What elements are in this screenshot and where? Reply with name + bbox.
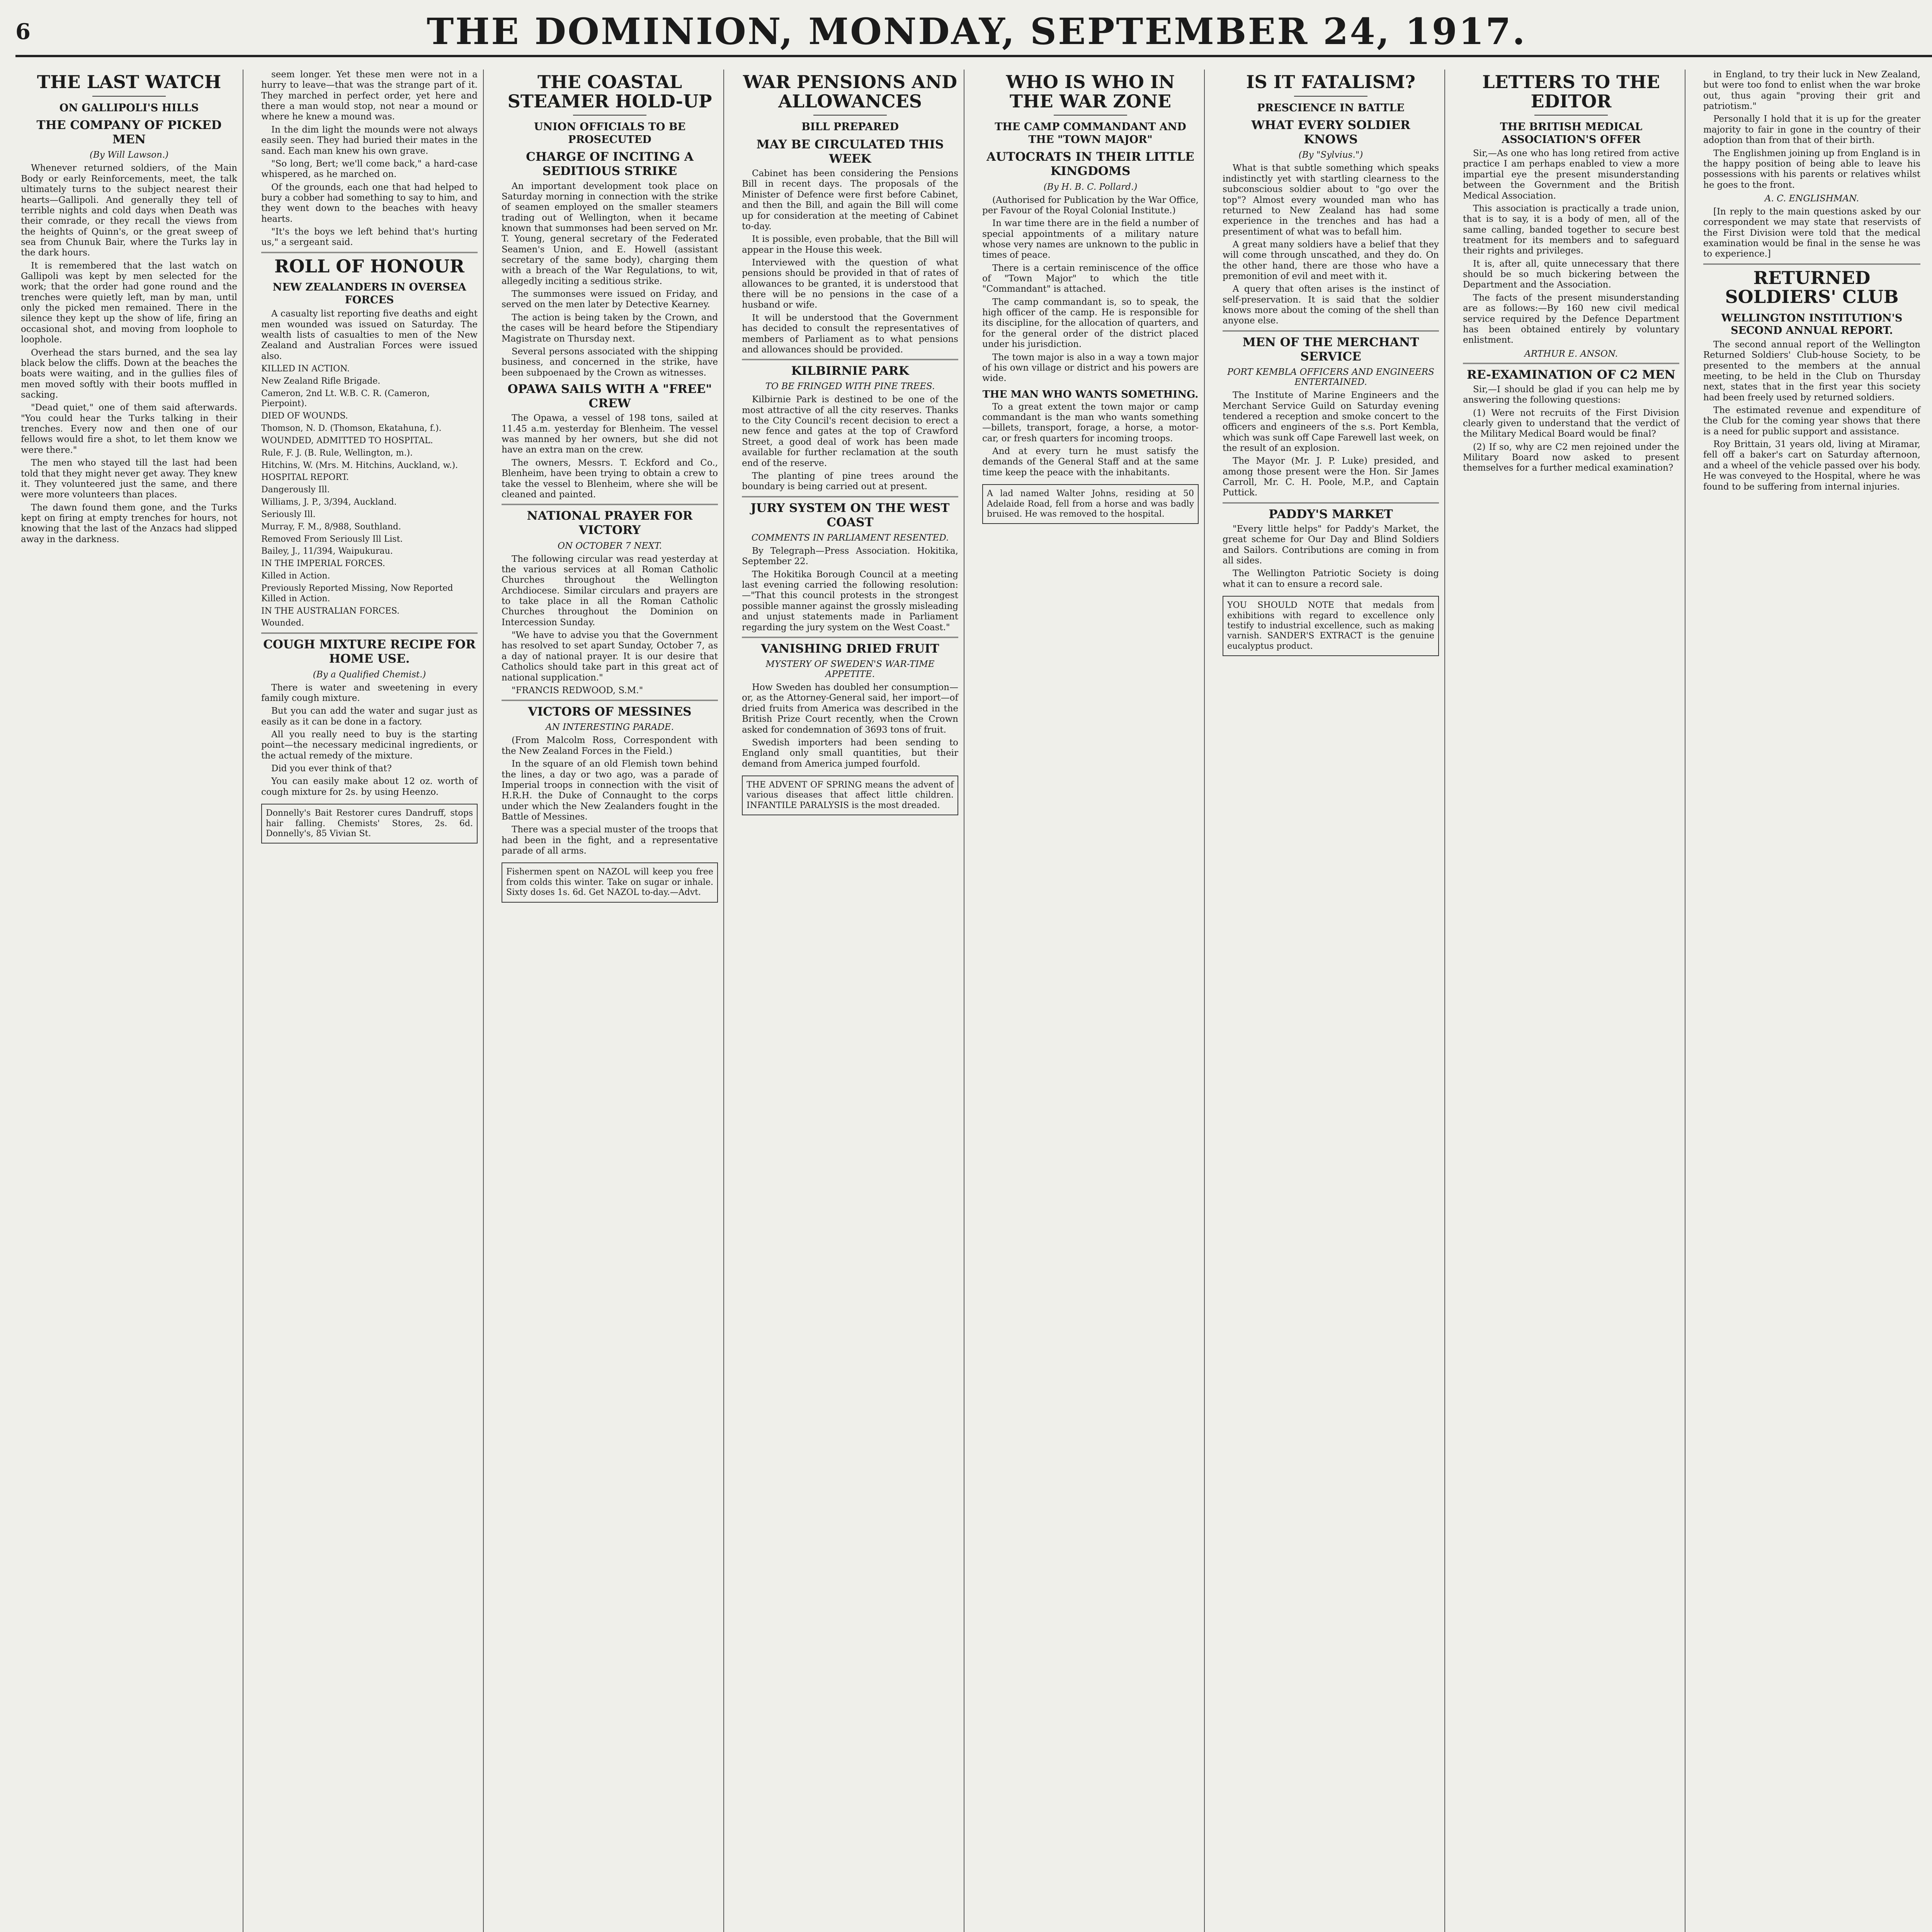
paragraph: How Sweden has doubled her consumption—or, as the Attorney-General said, her import—of dried fruits from America was described in the British Prize Court recently, when the Crown asked for condemnation of 3693 tons of fruit. — [742, 682, 958, 735]
column-2 — [256, 70, 484, 1932]
byline: AN INTERESTING PARADE. — [546, 722, 674, 733]
byline: PORT KEMBLA OFFICERS AND ENGINEERS ENTERTAINED. — [1227, 367, 1434, 388]
divider — [742, 359, 958, 360]
paragraph: There was a special muster of the troops that had been in the fight, and a representative parade of all arms. — [502, 825, 718, 856]
paper-title: THE DOMINION, MONDAY, SEPTEMBER 24, 1917. — [427, 10, 1527, 53]
article-subheading: CHARGE OF INCITING A SEDITIOUS STRIKE — [526, 150, 694, 179]
paragraph: "We have to advise you that the Government has resolved to set apart Sunday, October 7, as a day of national prayer. It is our desire that Catholics should take part in this great act of national supplication." — [502, 630, 718, 683]
byline: (By "Sylvius.") — [1298, 150, 1363, 160]
advertisement — [261, 804, 478, 844]
article-heading: ROLL OF HONOUR — [274, 255, 464, 277]
article-subheading: THE CAMP COMMANDANT AND THE "TOWN MAJOR" — [995, 121, 1186, 146]
advert-text: Donnelly's Bait Restorer cures Dandruff, stops hair falling. Chemists' Stores, 2s. 6d. Donnelly's, 85 Vivian St. — [266, 808, 473, 838]
divider — [742, 496, 958, 497]
divider — [261, 252, 478, 253]
masthead — [15, 9, 1932, 57]
paragraph: (1) Were not recruits of the First Division clearly given to understand that the verdict of the Military Medical Board would be final? — [1463, 408, 1679, 439]
paragraph: Several persons associated with the shipping business, and concerned in the strike, have been subpoenaed by the Crown as witnesses. — [502, 346, 718, 378]
paragraph: Interviewed with the question of what pensions should be provided in that of rates of allowances to be granted, it is understood that there will be no pensions in the case of a husband or wife. — [742, 257, 958, 310]
paragraph: In the square of an old Flemish town behind the lines, a day or two ago, was a parade of Imperial troops in connection with the visit of H.R.H. the Duke of Connaught to the corps under which the New Zealanders fought in the Battle of Messines. — [502, 759, 718, 822]
advert-text: YOU SHOULD NOTE that medals from exhibitions with regard to excellence only testify to industrial excellence, such as making varnish. SANDER'S EXTRACT is the genuine eucalyptus product. — [1227, 600, 1434, 651]
article-heading: THE COASTAL STEAMER HOLD-UP — [507, 71, 712, 112]
column-3 — [496, 70, 724, 1932]
paragraph: The Englishmen joining up from England is in the happy position of being able to leave his possessions with his parents or relatives whilst he goes to the front. — [1703, 148, 1920, 190]
paragraph: It is, after all, quite unnecessary that there should be so much bickering between the Department and the Association. — [1463, 259, 1679, 290]
page-number: 6 — [15, 19, 31, 44]
paragraph: The second annual report of the Wellington Returned Soldiers' Club-house Society, to be presented to the members at the annual meeting, to be held in the Club on Thursday next, states that in the first year this society had been freely used by returned soldiers. — [1703, 339, 1920, 403]
article-heading: WHO IS WHO IN THE WAR ZONE — [1006, 71, 1175, 112]
paragraph: The dawn found them gone, and the Turks kept on firing at empty trenches for hours, not knowing that the last of the Anzacs had slipped away in the darkness. — [21, 502, 237, 544]
paragraph: This association is practically a trade union, that is to say, it is a body of men, all of the same calling, banded together to secure best treatment for its members and to safeguard their rights and privileges. — [1463, 203, 1679, 256]
article-subheading: BILL PREPARED — [801, 121, 899, 133]
signature: A. C. ENGLISHMAN. — [1764, 193, 1859, 204]
paragraph: [In reply to the main questions asked by our correspondent we may state that reservists of the First Division were told that the medical examination would be final in the sense he was to experience.] — [1703, 206, 1920, 259]
paragraph: In the dim light the mounds were not always easily seen. They had buried their mates in the sand. Each man knew his own grave. — [261, 124, 478, 156]
divider — [1703, 264, 1920, 265]
list-item: Wounded. — [261, 618, 304, 628]
column-1 — [15, 70, 243, 1932]
byline: ON OCTOBER 7 NEXT. — [558, 541, 662, 551]
divider — [573, 115, 646, 116]
article-heading: WAR PENSIONS AND ALLOWANCES — [743, 71, 957, 112]
list-item: IN THE AUSTRALIAN FORCES. — [261, 606, 400, 616]
paragraph: Swedish importers had been sending to England only small quantities, but their demand from America jumped fourfold. — [742, 737, 958, 769]
list-item: KILLED IN ACTION. — [261, 364, 350, 374]
paragraph: The Wellington Patriotic Society is doing what it can to ensure a record sale. — [1223, 568, 1439, 589]
article-subheading: AUTOCRATS IN THEIR LITTLE KINGDOMS — [986, 150, 1194, 179]
divider — [1294, 96, 1367, 97]
paragraph: seem longer. Yet these men were not in a hurry to leave—that was the strange part of it. They marched in perfect order, yet here and there a man would stop, not near a mound or where he knew a mound was. — [261, 70, 478, 122]
paragraph: (From Malcolm Ross, Correspondent with the New Zealand Forces in the Field.) — [502, 735, 718, 756]
list-item: Dangerously Ill. — [261, 485, 330, 495]
paragraph: A query that often arises is the instinct of self-preservation. It is said that the soldier knows more about the coming of the shell than anyone else. — [1223, 284, 1439, 326]
article-subheading: MEN OF THE MERCHANT SERVICE — [1242, 335, 1419, 364]
article-subheading: VANISHING DRIED FRUIT — [761, 641, 939, 656]
paragraph: The Mayor (Mr. J. P. Luke) presided, and among those present were the Hon. Sir James Carroll, Mr. C. H. Poole, M.P., and Captain Puttick. — [1223, 456, 1439, 498]
paragraph: Roy Brittain, 31 years old, living at Miramar, fell off a baker's cart on Saturday afternoon, and a wheel of the vehicle passed over his body. He was conveyed to the Hospital, where he was found to be suffering from internal injuries. — [1703, 439, 1920, 492]
advert-text: THE ADVENT OF SPRING means the advent of various diseases that affect little children. INFANTILE PARALYSIS is the most dreaded. — [747, 780, 954, 810]
article-subheading: WELLINGTON INSTITUTION'S SECOND ANNUAL REPORT. — [1721, 312, 1903, 337]
article-heading: RETURNED SOLDIERS' CLUB — [1725, 267, 1899, 308]
paragraph: Personally I hold that it is up for the greater majority to fair in gone in the country of their adoption than from that of their birth. — [1703, 114, 1920, 146]
list-item: Bailey, J., 11/394, Waipukurau. — [261, 546, 393, 556]
article-subheading: NEW ZEALANDERS IN OVERSEA FORCES — [272, 281, 466, 306]
advertisement — [502, 862, 718, 902]
paragraph: There is water and sweetening in every family cough mixture. — [261, 682, 478, 703]
paragraph: Cabinet has been considering the Pensions Bill in recent days. The proposals of the Minister of Defence were first before Cabinet, and then the Bill, and again the Bill will come up for consideration at the meeting of Cabinet to-day. — [742, 168, 958, 231]
paragraph: Overhead the stars burned, and the sea lay black below the cliffs. Down at the beaches the boats were waiting, and in the gullies files of men moved softly with their boots muffled in sacking. — [21, 347, 237, 400]
paragraph: "So long, Bert; we'll come back," a hard-case whispered, as he marched on. — [261, 158, 478, 180]
paragraph: The planting of pine trees around the boundary is being carried out at present. — [742, 471, 958, 492]
article-subheading: PRESCIENCE IN BATTLE — [1257, 102, 1405, 114]
paragraph: Kilbirnie Park is destined to be one of the most attractive of all the city reserves. Thanks to the City Council's recent decision to erect a new fence and gates at the top of Crawford Street, a good deal of work has been made available for further reclamation at the south end of the reserve. — [742, 395, 958, 468]
paragraph: Sir,—I should be glad if you can help me by answering the following questions: — [1463, 384, 1679, 405]
divider — [742, 637, 958, 638]
list-item: Previously Reported Missing, Now Reported Killed in Action. — [261, 583, 453, 604]
list-item: Killed in Action. — [261, 571, 330, 581]
paragraph: The estimated revenue and expenditure of the Club for the coming year shows that there is a need for public support and assistance. — [1703, 405, 1920, 437]
list-item: Thomson, N. D. (Thomson, Ekatahuna, f.). — [261, 423, 442, 434]
byline: (By a Qualified Chemist.) — [313, 669, 426, 680]
paragraph: Sir,—As one who has long retired from active practice I am perhaps enabled to view a more impartial eye the present misunderstanding between the Government and the British Medical Association. — [1463, 148, 1679, 201]
byline: (By H. B. C. Pollard.) — [1043, 182, 1138, 192]
paragraph: "Dead quiet," one of them said afterwards. "You could hear the Turks talking in their trenches. Every now and then one of our fellows would fire a shot, to let them know we were there." — [21, 403, 237, 455]
column-7 — [1458, 70, 1685, 1932]
article-subheading: THE COMPANY OF PICKED MEN — [36, 118, 222, 147]
paragraph: The town major is also in a way a town major of his own village or district and his powers are wide. — [982, 352, 1199, 384]
divider — [1223, 502, 1439, 503]
section-subhead: THE MAN WHO WANTS SOMETHING. — [982, 388, 1199, 400]
signature: ARTHUR E. ANSON. — [1524, 349, 1618, 359]
divider — [1054, 115, 1127, 116]
paragraph: "Every little helps" for Paddy's Market, the great scheme for Our Day and Blind Soldiers and Sailors. Contributions are coming in from all sides. — [1223, 524, 1439, 566]
article-subheading: RE-EXAMINATION OF C2 MEN — [1467, 367, 1675, 382]
paragraph: What is that subtle something which speaks indistinctly yet with startling clearness to the subconscious soldier about to "go over the top"? Almost every wounded man who has returned to New Zealand has had some experience in the trenches and has had a presentiment of what was to befall him. — [1223, 163, 1439, 237]
advert-text: A lad named Walter Johns, residing at 50 Adelaide Road, fell from a horse and was badly bruised. He was removed to the hospital. — [987, 489, 1194, 519]
list-item: Murray, F. M., 8/988, Southland. — [261, 522, 401, 532]
paragraph: The Opawa, a vessel of 198 tons, sailed at 11.45 a.m. yesterday for Blenheim. The vessel was manned by her owners, but she did not have an extra man on the crew. — [502, 413, 718, 455]
article-subheading: KILBIRNIE PARK — [791, 364, 909, 378]
article-subheading: OPAWA SAILS WITH A "FREE" CREW — [507, 382, 712, 411]
paragraph: The Hokitika Borough Council at a meeting last evening carried the following resolution:—"That this council protests in the strongest possible manner against the grossly misleading and unjust statements made in Parliament regarding the jury system on the West Coast." — [742, 569, 958, 633]
paragraph: And at every turn he must satisfy the demands of the General Staff and at the same time keep the peace with the inhabitants. — [982, 446, 1199, 478]
article-subheading: MAY BE CIRCULATED THIS WEEK — [756, 137, 944, 166]
paragraph: But you can add the water and sugar just as easily as it can be done in a factory. — [261, 706, 478, 727]
list-item: Hitchins, W. (Mrs. M. Hitchins, Auckland, w.). — [261, 460, 458, 470]
paragraph: All you really need to buy is the starting point—the necessary medicinal ingredients, or the actual remedy of the mixture. — [261, 730, 478, 761]
paragraph: It is remembered that the last watch on Gallipoli was kept by men selected for the work; that the order had gone round and the trenches were quietly left, man by man, until only the picked men remained. There in the silence they kept up the show of life, firing an occasional shot, and moving from loophole to loophole. — [21, 260, 237, 345]
paragraph: A great many soldiers have a belief that they will come through unscathed, and they do. On the other hand, there are those who have a premonition of evil and meet with it. — [1223, 239, 1439, 282]
paragraph: The facts of the present misunderstanding are as follows:—By 160 new civil medical service required by the Defence Department has been obtained entirely by voluntary enlistment. — [1463, 293, 1679, 345]
article-subheading: ON GALLIPOLI'S HILLS — [59, 102, 199, 114]
list-item: Removed From Seriously Ill List. — [261, 534, 403, 544]
list-item: Williams, J. P., 3/394, Auckland. — [261, 497, 397, 507]
divider — [1463, 363, 1679, 364]
article-subheading: JURY SYSTEM ON THE WEST COAST — [750, 501, 950, 529]
divider — [261, 633, 478, 634]
advertisement — [742, 776, 958, 815]
article-subheading: THE BRITISH MEDICAL ASSOCIATION'S OFFER — [1500, 121, 1643, 146]
article-subheading: COUGH MIXTURE RECIPE FOR HOME USE. — [263, 638, 476, 666]
paragraph: The owners, Messrs. T. Eckford and Co., Blenheim, have been trying to obtain a crew to take the vessel to Blenheim, where she will be cleaned and painted. — [502, 457, 718, 500]
paragraph: The men who stayed till the last had been told that they might never get away. They knew it. They volunteered just the same, and there were more volunteers than places. — [21, 458, 237, 500]
divider — [1223, 330, 1439, 332]
paragraph: The summonses were issued on Friday, and served on the men later by Detective Kearney. — [502, 289, 718, 310]
byline: MYSTERY OF SWEDEN'S WAR-TIME APPETITE. — [765, 659, 935, 680]
paragraph: (2) If so, why are C2 men rejoined under the Military Board now asked to present themselves for a further medical examination? — [1463, 442, 1679, 473]
paragraph: Whenever returned soldiers, of the Main Body or early Reinforcements, meet, the talk ultimately turns to the subject nearest their hearts—Gallipoli. And generally they tell of terrible nights and cold days when Death was their comrade, or they recall the views from the heights of Quinn's, or the great sweep of sea from Chunuk Bair, where the Turks lay in the dark hours. — [21, 163, 237, 258]
paragraph: "It's the boys we left behind that's hurting us," a sergeant said. — [261, 227, 478, 248]
list-item: New Zealand Rifle Brigade. — [261, 376, 381, 386]
column-8 — [1698, 70, 1926, 1932]
list-item: Rule, F. J. (B. Rule, Wellington, m.). — [261, 448, 413, 458]
article-subheading: PADDY'S MARKET — [1269, 507, 1393, 521]
paragraph: "FRANCIS REDWOOD, S.M." — [512, 685, 643, 696]
divider — [502, 504, 718, 505]
paragraph: By Telegraph—Press Association. Hokitika, September 22. — [742, 546, 958, 567]
paragraph: A casualty list reporting five deaths and eight men wounded was issued on Saturday. The wealth lists of casualties to men of the New Zealand and Australian Forces were issued also. — [261, 309, 478, 361]
column-6 — [1217, 70, 1445, 1932]
list-item: HOSPITAL REPORT. — [261, 473, 349, 483]
article-subheading: UNION OFFICIALS TO BE PROSECUTED — [534, 121, 686, 146]
list-item: IN THE IMPERIAL FORCES. — [261, 559, 385, 569]
article-heading: IS IT FATALISM? — [1246, 71, 1415, 92]
column-5 — [977, 70, 1205, 1932]
divider — [1534, 115, 1608, 116]
divider — [813, 115, 887, 116]
advertisement — [982, 484, 1199, 524]
paragraph: The Institute of Marine Engineers and the Merchant Service Guild on Saturday evening tendered a reception and smoke concert to the officers and engineers of the s.s. Port Kembla, which was sunk off Cape Farewell last week, on the result of an explosion. — [1223, 390, 1439, 453]
article-heading: THE LAST WATCH — [37, 71, 221, 92]
divider — [92, 96, 166, 97]
byline: COMMENTS IN PARLIAMENT RESENTED. — [751, 533, 949, 543]
paragraph: To a great extent the town major or camp commandant is the man who wants something—billets, transport, forage, a horse, a motor-car, or fresh quarters for incoming troops. — [982, 401, 1199, 444]
article-subheading: NATIONAL PRAYER FOR VICTORY — [527, 509, 693, 537]
list-item: DIED OF WOUNDS. — [261, 411, 348, 421]
paragraph: The camp commandant is, so to speak, the high officer of the camp. He is responsible for its discipline, for the allocation of quarters, and for the general order of the district placed under his jurisdiction. — [982, 297, 1199, 350]
paragraph: (Authorised for Publication by the War Office, per Favour of the Royal Colonial Institute.) — [982, 195, 1199, 216]
paragraph: The action is being taken by the Crown, and the cases will be heard before the Stipendiary Magistrate on Thursday next. — [502, 312, 718, 344]
byline: (By Will Lawson.) — [89, 150, 169, 160]
byline: TO BE FRINGED WITH PINE TREES. — [765, 381, 935, 392]
paragraph: It will be understood that the Government has decided to consult the representatives of members of Parliament as to what pensions and allowances should be provided. — [742, 313, 958, 355]
advertisement — [1223, 596, 1439, 656]
list-item: Cameron, 2nd Lt. W.B. C. R. (Cameron, Pierpoint). — [261, 388, 430, 409]
paragraph: An important development took place on Saturday morning in connection with the strike of seamen employed on the smaller steamers trading out of Wellington, when it became known that summonses had been served on Mr. T. Young, general secretary of the Federated Seamen's Union, and E. Howell (assistant secretary of the same body), charging them with a breach of the War Regulations, to wit, allegedly inciting a seditious strike. — [502, 181, 718, 286]
divider — [502, 700, 718, 701]
list-item: Seriously Ill. — [261, 509, 316, 519]
paragraph: There is a certain reminiscence of the office of "Town Major" to which the title "Commandant" is attached. — [982, 263, 1199, 294]
paragraph: In war time there are in the field a number of special appointments of a military nature whose very names are unknown to the public in times of peace. — [982, 218, 1199, 260]
paragraph: You can easily make about 12 oz. worth of cough mixture for 2s. by using Heenzo. — [261, 776, 478, 797]
article-subheading: WHAT EVERY SOLDIER KNOWS — [1251, 118, 1410, 147]
list-item: WOUNDED, ADMITTED TO HOSPITAL. — [261, 435, 433, 446]
paragraph: The following circular was read yesterday at the various services at all Roman Catholic Churches throughout the Wellington Archdiocese. Similar circulars and prayers are to take place in all the Roman Catholic Churches throughout the Dominion on Intercession Sunday. — [502, 554, 718, 628]
article-subheading: VICTORS OF MESSINES — [528, 705, 692, 719]
paragraph: It is possible, even probable, that the Bill will appear in the House this week. — [742, 234, 958, 255]
paragraph: Of the grounds, each one that had helped to bury a cobber had something to say to him, and they went down to the beaches with heavy hearts. — [261, 182, 478, 224]
paragraph: Did you ever think of that? — [271, 764, 392, 774]
column-4 — [736, 70, 964, 1932]
article-heading: LETTERS TO THE EDITOR — [1482, 71, 1660, 112]
paragraph: in England, to try their luck in New Zealand, but were too fond to enlist when the war broke out, thus again "proving their grit and patriotism." — [1703, 70, 1920, 112]
advert-text: Fishermen spent on NAZOL will keep you free from colds this winter. Take on sugar or inhale. Sixty doses 1s. 6d. Get NAZOL to-day.—Advt. — [506, 867, 713, 898]
